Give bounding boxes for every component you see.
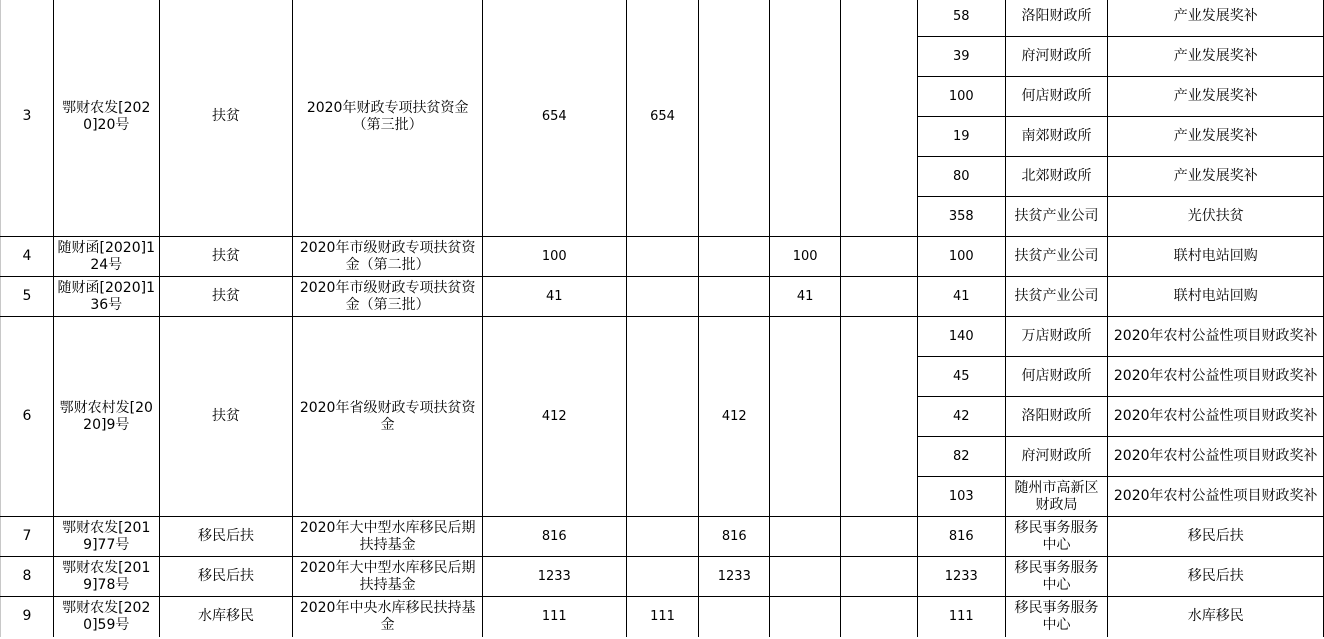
total-amount-cell[interactable]: 41 — [482, 277, 626, 317]
allocation-amount-cell[interactable]: 100 — [917, 77, 1005, 117]
project-name-cell[interactable]: 2020年市级财政专项扶贫资金（第三批） — [293, 277, 483, 317]
allocation-amount-cell[interactable]: 100 — [917, 237, 1005, 277]
fund-purpose-cell[interactable]: 光伏扶贫 — [1108, 197, 1324, 237]
provincial-fund-cell[interactable]: 816 — [699, 517, 770, 557]
central-fund-cell[interactable] — [626, 557, 699, 597]
category-cell[interactable]: 扶贫 — [159, 0, 293, 237]
provincial-fund-cell[interactable] — [699, 0, 770, 237]
city-fund-cell[interactable] — [770, 517, 841, 557]
document-number-cell[interactable]: 鄂财农发[2019]78号 — [53, 557, 159, 597]
total-amount-cell[interactable]: 654 — [482, 0, 626, 237]
fund-purpose-cell[interactable]: 产业发展奖补 — [1108, 77, 1324, 117]
table-row — [1, 277, 1324, 317]
document-number-cell[interactable]: 鄂财农村发[2020]9号 — [53, 317, 159, 517]
fund-purpose-cell[interactable]: 移民后扶 — [1108, 517, 1324, 557]
recipient-unit-cell[interactable]: 府河财政所 — [1005, 437, 1108, 477]
other-fund-cell[interactable] — [841, 277, 918, 317]
recipient-unit-cell[interactable]: 洛阳财政所 — [1005, 397, 1108, 437]
provincial-fund-cell[interactable] — [699, 277, 770, 317]
city-fund-cell[interactable]: 41 — [770, 277, 841, 317]
allocation-amount-cell[interactable]: 816 — [917, 517, 1005, 557]
table-row — [1, 237, 1324, 277]
fund-purpose-cell[interactable]: 水库移民 — [1108, 597, 1324, 637]
row-number-cell[interactable]: 9 — [1, 597, 54, 637]
total-amount-cell[interactable]: 111 — [482, 597, 626, 637]
category-cell[interactable]: 移民后扶 — [159, 517, 293, 557]
category-cell[interactable]: 移民后扶 — [159, 557, 293, 597]
allocation-amount-cell[interactable]: 42 — [917, 397, 1005, 437]
fund-purpose-cell[interactable]: 联村电站回购 — [1108, 237, 1324, 277]
row-number-cell[interactable]: 7 — [1, 517, 54, 557]
table-row — [1, 517, 1324, 557]
category-cell[interactable]: 水库移民 — [159, 597, 293, 637]
document-number-cell[interactable]: 鄂财农发[2020]59号 — [53, 597, 159, 637]
fund-purpose-cell[interactable]: 移民后扶 — [1108, 557, 1324, 597]
central-fund-cell[interactable] — [626, 277, 699, 317]
document-number-cell[interactable]: 鄂财农发[2020]20号 — [53, 0, 159, 237]
fund-purpose-cell[interactable]: 产业发展奖补 — [1108, 0, 1324, 37]
table-row — [1, 0, 1324, 37]
fund-purpose-cell[interactable]: 2020年农村公益性项目财政奖补 — [1108, 477, 1324, 517]
recipient-unit-cell[interactable]: 扶贫产业公司 — [1005, 197, 1108, 237]
provincial-fund-cell[interactable]: 412 — [699, 317, 770, 517]
other-fund-cell[interactable] — [841, 557, 918, 597]
project-name-cell[interactable]: 2020年市级财政专项扶贫资金（第二批） — [293, 237, 483, 277]
row-number-cell[interactable]: 3 — [1, 0, 54, 237]
allocation-amount-cell[interactable]: 41 — [917, 277, 1005, 317]
table-row — [1, 557, 1324, 597]
row-number-cell[interactable]: 6 — [1, 317, 54, 517]
project-name-cell[interactable]: 2020年中央水库移民扶持基金 — [293, 597, 483, 637]
category-cell[interactable]: 扶贫 — [159, 237, 293, 277]
other-fund-cell[interactable] — [841, 237, 918, 277]
recipient-unit-cell[interactable]: 扶贫产业公司 — [1005, 237, 1108, 277]
allocation-amount-cell[interactable]: 358 — [917, 197, 1005, 237]
allocation-amount-cell[interactable]: 45 — [917, 357, 1005, 397]
fund-purpose-cell[interactable]: 产业发展奖补 — [1108, 117, 1324, 157]
provincial-fund-cell[interactable]: 1233 — [699, 557, 770, 597]
project-name-cell[interactable]: 2020年财政专项扶贫资金（第三批） — [293, 0, 483, 237]
allocation-amount-cell[interactable]: 58 — [917, 0, 1005, 37]
row-number-cell[interactable]: 4 — [1, 237, 54, 277]
fund-purpose-cell[interactable]: 产业发展奖补 — [1108, 37, 1324, 77]
allocation-amount-cell[interactable]: 103 — [917, 477, 1005, 517]
provincial-fund-cell[interactable] — [699, 237, 770, 277]
recipient-unit-cell[interactable]: 洛阳财政所 — [1005, 0, 1108, 37]
central-fund-cell[interactable] — [626, 237, 699, 277]
central-fund-cell[interactable] — [626, 517, 699, 557]
allocation-amount-cell[interactable]: 39 — [917, 37, 1005, 77]
project-name-cell[interactable]: 2020年大中型水库移民后期扶持基金 — [293, 517, 483, 557]
category-cell[interactable]: 扶贫 — [159, 317, 293, 517]
recipient-unit-cell[interactable]: 万店财政所 — [1005, 317, 1108, 357]
total-amount-cell[interactable]: 412 — [482, 317, 626, 517]
project-name-cell[interactable]: 2020年省级财政专项扶贫资金 — [293, 317, 483, 517]
recipient-unit-cell[interactable]: 府河财政所 — [1005, 37, 1108, 77]
allocation-amount-cell[interactable]: 19 — [917, 117, 1005, 157]
city-fund-cell[interactable]: 100 — [770, 237, 841, 277]
fund-purpose-cell[interactable]: 联村电站回购 — [1108, 277, 1324, 317]
allocation-amount-cell[interactable]: 140 — [917, 317, 1005, 357]
central-fund-cell[interactable]: 111 — [626, 597, 699, 637]
document-number-cell[interactable]: 随财函[2020]136号 — [53, 277, 159, 317]
fund-purpose-cell[interactable]: 产业发展奖补 — [1108, 157, 1324, 197]
provincial-fund-cell[interactable] — [699, 597, 770, 637]
allocation-amount-cell[interactable]: 1233 — [917, 557, 1005, 597]
central-fund-cell[interactable] — [626, 317, 699, 517]
fund-purpose-cell[interactable]: 2020年农村公益性项目财政奖补 — [1108, 437, 1324, 477]
recipient-unit-cell[interactable]: 南郊财政所 — [1005, 117, 1108, 157]
total-amount-cell[interactable]: 100 — [482, 237, 626, 277]
table-row — [1, 317, 1324, 357]
table-row — [1, 597, 1324, 637]
allocation-amount-cell[interactable]: 80 — [917, 157, 1005, 197]
other-fund-cell[interactable] — [841, 517, 918, 557]
recipient-unit-cell[interactable]: 何店财政所 — [1005, 77, 1108, 117]
recipient-unit-cell[interactable]: 何店财政所 — [1005, 357, 1108, 397]
total-amount-cell[interactable]: 816 — [482, 517, 626, 557]
total-amount-cell[interactable]: 1233 — [482, 557, 626, 597]
recipient-unit-cell[interactable]: 移民事务服务中心 — [1005, 597, 1108, 637]
recipient-unit-cell[interactable]: 北郊财政所 — [1005, 157, 1108, 197]
allocation-amount-cell[interactable]: 82 — [917, 437, 1005, 477]
row-number-cell[interactable]: 8 — [1, 557, 54, 597]
city-fund-cell[interactable] — [770, 0, 841, 237]
other-fund-cell[interactable] — [841, 0, 918, 237]
recipient-unit-cell[interactable]: 移民事务服务中心 — [1005, 517, 1108, 557]
table-body — [1, 0, 1324, 637]
other-fund-cell[interactable] — [841, 317, 918, 517]
row-number-cell[interactable]: 5 — [1, 277, 54, 317]
allocation-amount-cell[interactable]: 111 — [917, 597, 1005, 637]
fund-purpose-cell[interactable]: 2020年农村公益性项目财政奖补 — [1108, 397, 1324, 437]
other-fund-cell[interactable] — [841, 597, 918, 637]
document-number-cell[interactable]: 随财函[2020]124号 — [53, 237, 159, 277]
fund-purpose-cell[interactable]: 2020年农村公益性项目财政奖补 — [1108, 357, 1324, 397]
fund-purpose-cell[interactable]: 2020年农村公益性项目财政奖补 — [1108, 317, 1324, 357]
recipient-unit-cell[interactable]: 扶贫产业公司 — [1005, 277, 1108, 317]
document-number-cell[interactable]: 鄂财农发[2019]77号 — [53, 517, 159, 557]
city-fund-cell[interactable] — [770, 597, 841, 637]
city-fund-cell[interactable] — [770, 317, 841, 517]
central-fund-cell[interactable]: 654 — [626, 0, 699, 237]
recipient-unit-cell[interactable]: 移民事务服务中心 — [1005, 557, 1108, 597]
category-cell[interactable]: 扶贫 — [159, 277, 293, 317]
recipient-unit-cell[interactable]: 随州市高新区财政局 — [1005, 477, 1108, 517]
city-fund-cell[interactable] — [770, 557, 841, 597]
project-name-cell[interactable]: 2020年大中型水库移民后期扶持基金 — [293, 557, 483, 597]
